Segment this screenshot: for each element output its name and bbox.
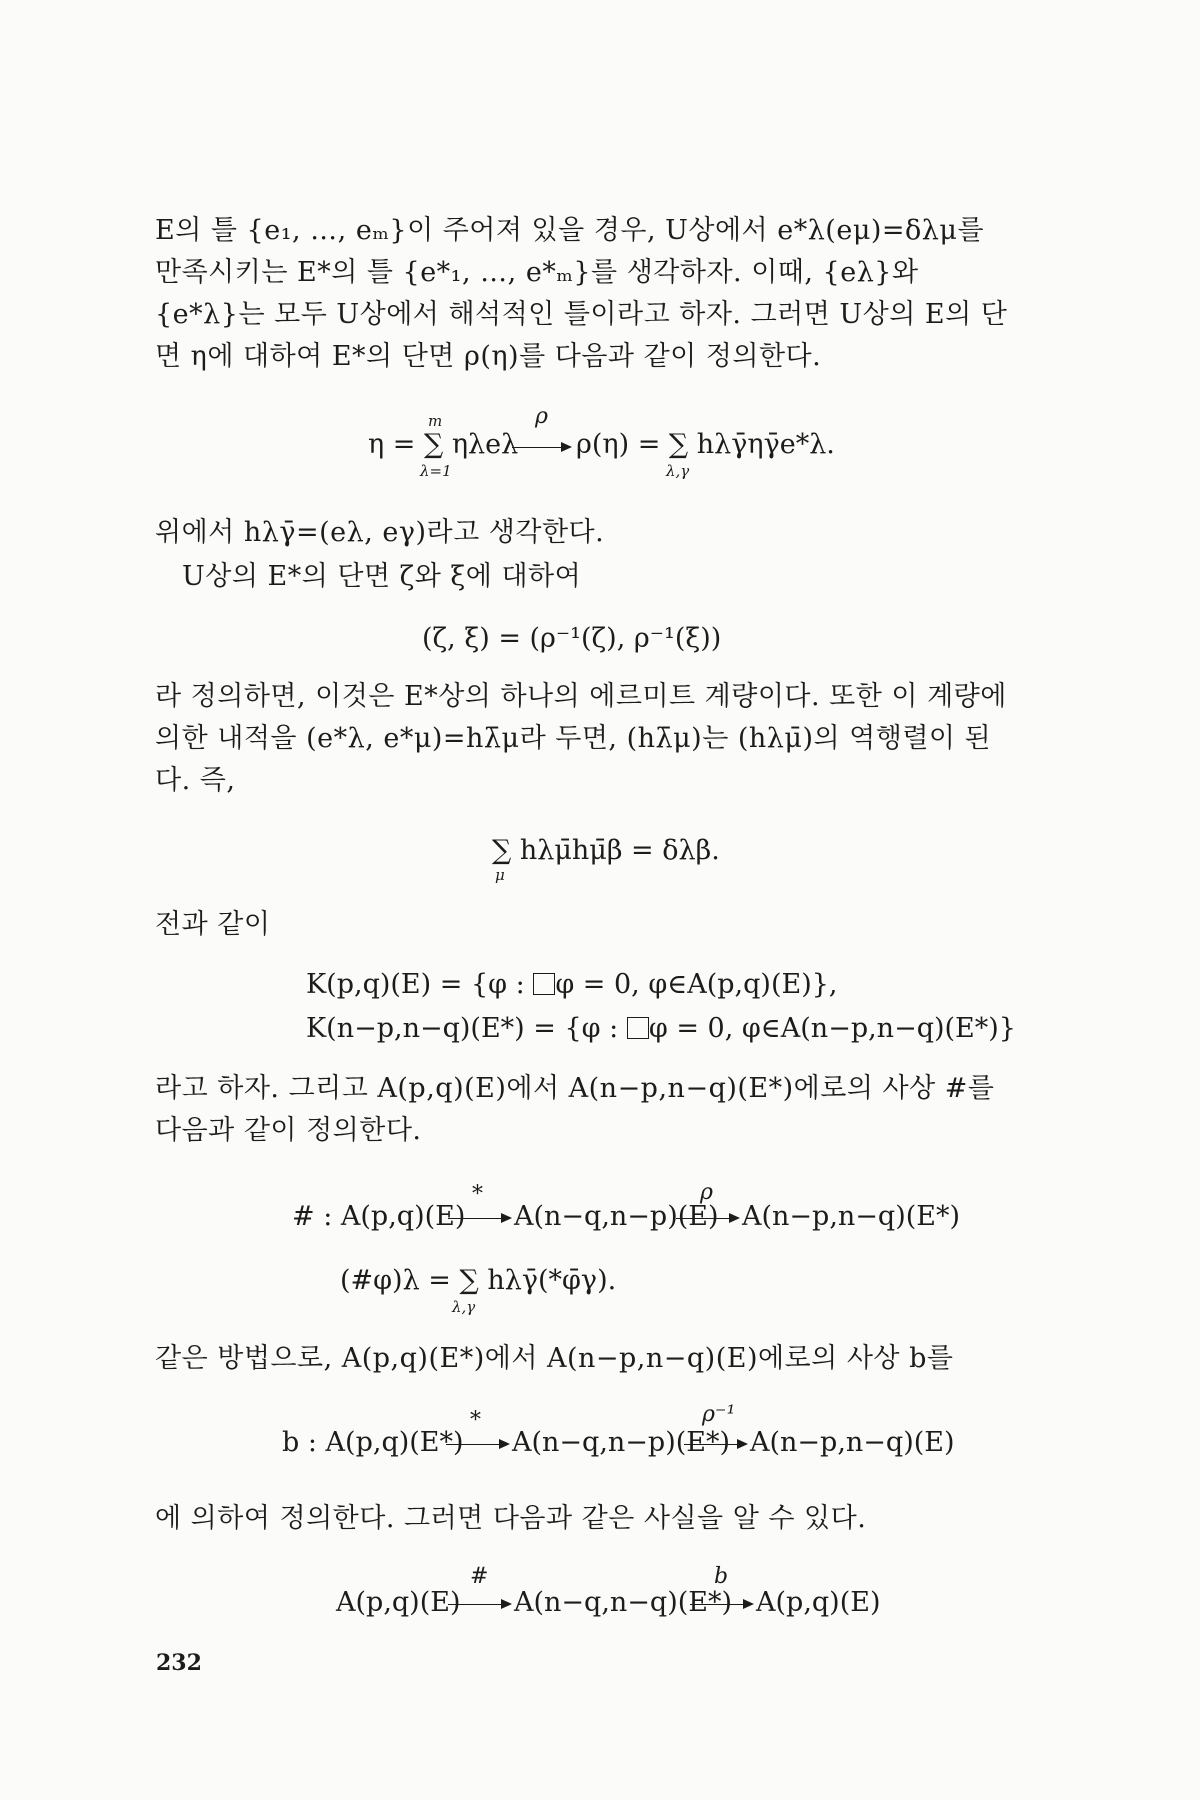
paragraph-as-before: 전과 같이	[155, 909, 271, 940]
equation-sharp-end: A(n−p,n−q)(E*)	[742, 1201, 961, 1232]
box-operator-icon	[533, 973, 555, 995]
equation-k-line1-left: K(p,q)(E) = {φ :	[306, 969, 525, 1000]
equation-b-label-rho-inverse: ρ⁻¹	[702, 1402, 736, 1427]
paragraph-h-definition: 위에서 hλγ̄=(eλ, eγ)라고 생각한다.	[155, 517, 605, 548]
equation-sharp-start: # : A(p,q)(E)	[292, 1201, 466, 1232]
equation-composite-label-b: b	[714, 1564, 729, 1589]
equation-k-line1-right: φ = 0, φ∈A(p,q)(E)},	[555, 969, 838, 1000]
paragraph-fact: 에 의하여 정의한다. 그러면 다음과 같은 사실을 알 수 있다.	[155, 1503, 867, 1534]
equation-sharp-arrow1	[448, 1218, 510, 1219]
equation-b-end: A(n−p,n−q)(E)	[750, 1427, 955, 1458]
equation-k-line2-left: K(n−p,n−q)(E*) = {φ :	[306, 1013, 619, 1044]
equation-inverse-matrix: ∑ hλμ̄hμ̄β = δλβ.	[492, 835, 720, 866]
equation-inner-product: (ζ, ξ) = (ρ⁻¹(ζ), ρ⁻¹(ξ))	[422, 623, 722, 654]
equation-eta-left: η = ∑ ηλeλ	[368, 429, 519, 460]
equation-composite-arrow1	[448, 1604, 510, 1605]
equation-k-line2	[306, 1012, 1016, 1046]
equation-sharp-sum-bottom: λ,γ	[452, 1298, 476, 1316]
equation-eta-arrow	[512, 447, 570, 448]
equation-b-start: b : A(p,q)(E*)	[282, 1427, 464, 1458]
equation-eta-arrow-label: ρ	[535, 404, 548, 429]
equation-eta-sum-bottom: λ=1	[420, 462, 452, 480]
equation-b-arrow1	[446, 1444, 508, 1445]
equation-eta-sum-top: m	[428, 412, 443, 430]
equation-sharp-label-star: *	[472, 1182, 483, 1207]
equation-sharp-label-rho: ρ	[700, 1180, 713, 1205]
equation-sharp-arrow2	[676, 1218, 738, 1219]
paragraph-frame-definition: E의 틀 {e₁, …, eₘ}이 주어져 있을 경우, U상에서 e*λ(eμ)=δλμ를 만족시키는 E*의 틀 {e*₁, …, e*ₘ}를 생각하자. 이때, {eλ}와 {e*λ}는 모두 U상에서 해석적인 틀이라고 하자. 그러면 U상의 E의 단면 η에 대하여 E*의 단면 ρ(η)를 다음과 같이 정의한다.	[155, 215, 1008, 372]
equation-eta-right-sum-bottom: λ,γ	[666, 462, 690, 480]
equation-sharp-mid: A(n−q,n−p)(E)	[514, 1201, 719, 1232]
page-number: 232	[156, 1650, 202, 1676]
equation-eta-right: ρ(η) = ∑ hλγ̄ηγ̄e*λ.	[576, 429, 835, 460]
equation-k-line2-right: φ = 0, φ∈A(n−p,n−q)(E*)}	[648, 1013, 1016, 1044]
box-operator-icon	[627, 1017, 649, 1039]
equation-b-arrow2	[684, 1444, 746, 1445]
equation-composite-end: A(p,q)(E)	[756, 1587, 881, 1618]
paragraph-hermitian-metric: 라 정의하면, 이것은 E*상의 하나의 에르미트 계량이다. 또한 이 계량에 의한 내적을 (e*λ, e*μ)=hλ̄μ라 두면, (hλ̄μ)는 (hλμ̄)의 역행렬이 된다. 즉,	[155, 681, 1007, 796]
paragraph-map-sharp: 라고 하자. 그리고 A(p,q)(E)에서 A(n−p,n−q)(E*)에로의 사상 #를 다음과 같이 정의한다.	[155, 1073, 995, 1146]
equation-b-label-star: *	[470, 1408, 481, 1433]
equation-sharp-components: (#φ)λ = ∑ hλγ̄(*φ̄γ).	[340, 1265, 617, 1296]
equation-composite-arrow2	[690, 1604, 752, 1605]
equation-composite-label-sharp: #	[470, 1564, 489, 1589]
equation-composite-start: A(p,q)(E)	[336, 1587, 461, 1618]
paragraph-sections: U상의 E*의 단면 ζ와 ξ에 대하여	[182, 561, 582, 592]
paragraph-map-b: 같은 방법으로, A(p,q)(E*)에서 A(n−p,n−q)(E)에로의 사상 b를	[155, 1343, 954, 1374]
equation-inverse-sum-bottom: μ	[495, 866, 505, 884]
equation-b-mid: A(n−q,n−p)(E*)	[512, 1427, 731, 1458]
equation-k-line1	[306, 968, 838, 1002]
equation-composite-mid: A(n−q,n−q)(E*)	[514, 1587, 733, 1618]
